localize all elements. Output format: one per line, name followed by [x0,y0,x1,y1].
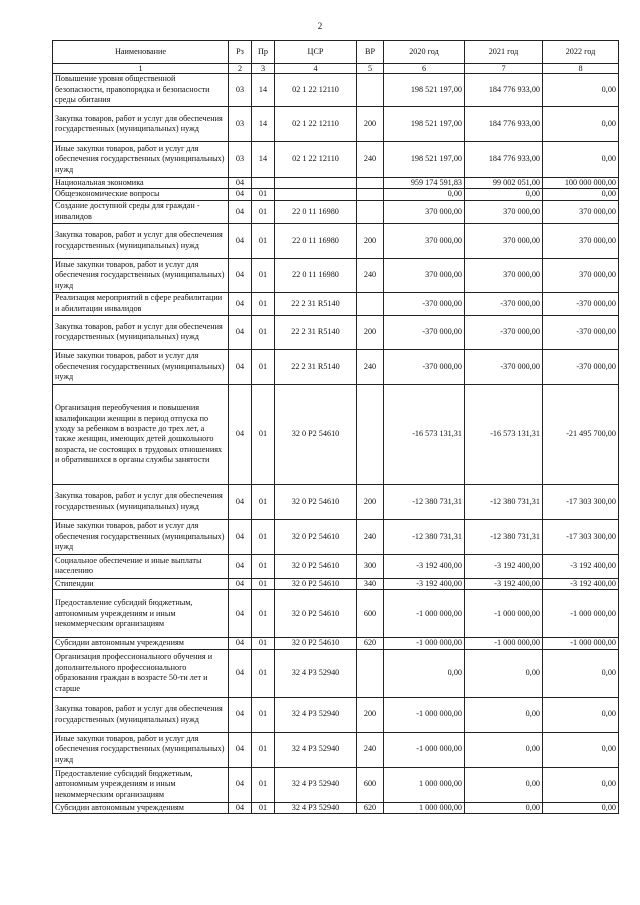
row-2021: -1 000 000,00 [465,638,543,649]
table-row [53,258,619,292]
row-vr [357,189,384,200]
header-vr: ВР [357,41,384,64]
row-vr [357,74,384,107]
row-2020: 0,00 [384,649,465,697]
table-row [53,292,619,315]
row-csr: 32 0 P2 54610 [275,484,357,519]
row-vr: 200 [357,484,384,519]
row-rz: 04 [229,349,252,384]
column-number: 1 [53,64,229,74]
row-vr: 200 [357,107,384,142]
row-2021: -16 573 131,31 [465,384,543,484]
row-rz: 04 [229,258,252,292]
row-name: Общеэкономические вопросы [53,189,229,200]
row-pr: 01 [252,732,275,767]
row-2022: -1 000 000,00 [543,638,619,649]
row-pr: 01 [252,200,275,223]
header-pr: Пр [252,41,275,64]
column-number: 2 [229,64,252,74]
row-2020: -12 380 731,31 [384,519,465,554]
row-2020: -3 192 400,00 [384,578,465,589]
table-row [53,590,619,638]
row-rz: 04 [229,578,252,589]
header-name: Наименование [53,41,229,64]
row-2021: 99 002 051,00 [465,178,543,189]
row-2020: -1 000 000,00 [384,697,465,732]
row-name: Иные закупки товаров, работ и услуг для обеспечения государственных (муниципальных) нужд [53,142,229,178]
header-2020: 2020 год [384,41,465,64]
row-csr [275,178,357,189]
row-pr: 01 [252,697,275,732]
row-pr: 01 [252,649,275,697]
row-name: Национальная экономика [53,178,229,189]
row-2022: -21 495 700,00 [543,384,619,484]
row-name: Закупка товаров, работ и услуг для обеспечения государственных (муниципальных) нужд [53,697,229,732]
row-2020: 198 521 197,00 [384,142,465,178]
table-row [53,74,619,107]
row-2020: -370 000,00 [384,349,465,384]
row-2022: 370 000,00 [543,258,619,292]
row-2020: 198 521 197,00 [384,107,465,142]
row-vr: 200 [357,223,384,258]
row-pr: 01 [252,638,275,649]
table-row [53,384,619,484]
row-csr: 32 4 P3 52940 [275,697,357,732]
row-pr: 01 [252,590,275,638]
row-pr: 14 [252,107,275,142]
row-2022: 0,00 [543,649,619,697]
row-vr [357,178,384,189]
row-name: Организация профессионального обучения и дополнительного профессионального образования граждан в возрасте 50-ти лет и старше [53,649,229,697]
row-name: Предоставление субсидий бюджетным, автономным учреждениям и иным некоммерческим организациям [53,767,229,802]
row-name: Закупка товаров, работ и услуг для обеспечения государственных (муниципальных) нужд [53,223,229,258]
row-name: Организация переобучения и повышения квалификации женщин в период отпуска по уходу за ребенком в возрасте до трех лет, а также женщин, имеющих детей дошкольного возраста, не состоящих в трудовых отношениях и обратившихся в органы службы занятости [53,384,229,484]
budget-table [52,40,619,814]
row-2021: 370 000,00 [465,223,543,258]
row-2022: -3 192 400,00 [543,554,619,578]
row-name: Предоставление субсидий бюджетным, автономным учреждениям и иным некоммерческим организациям [53,590,229,638]
row-2021: 0,00 [465,732,543,767]
header-csr: ЦСР [275,41,357,64]
row-2020: 198 521 197,00 [384,74,465,107]
row-rz: 04 [229,638,252,649]
row-pr: 01 [252,802,275,813]
row-2020: 370 000,00 [384,200,465,223]
column-number: 4 [275,64,357,74]
row-csr: 22 0 11 16980 [275,223,357,258]
table-row [53,223,619,258]
row-2022: 0,00 [543,142,619,178]
row-2022: 100 000 000,00 [543,178,619,189]
row-2021: -370 000,00 [465,292,543,315]
table-row [53,732,619,767]
row-vr [357,649,384,697]
row-csr: 22 2 31 R5140 [275,315,357,349]
row-csr: 22 2 31 R5140 [275,349,357,384]
row-csr: 02 1 22 12110 [275,142,357,178]
header-row [53,41,619,64]
header-rz: Рз [229,41,252,64]
table-row [53,697,619,732]
row-2021: 184 776 933,00 [465,107,543,142]
row-2020: 370 000,00 [384,223,465,258]
column-number-row [53,64,619,74]
row-pr: 01 [252,292,275,315]
row-2022: 0,00 [543,74,619,107]
row-vr [357,292,384,315]
row-csr: 32 4 P3 52940 [275,802,357,813]
row-2020: 1 000 000,00 [384,802,465,813]
row-2021: 370 000,00 [465,200,543,223]
row-pr: 01 [252,189,275,200]
row-name: Социальное обеспечение и иные выплаты населению [53,554,229,578]
row-rz: 04 [229,590,252,638]
row-rz: 03 [229,74,252,107]
row-2022: 0,00 [543,802,619,813]
row-csr: 32 4 P3 52940 [275,732,357,767]
table-row [53,802,619,813]
header-2021: 2021 год [465,41,543,64]
row-2022: 0,00 [543,697,619,732]
row-vr: 620 [357,638,384,649]
row-2021: 0,00 [465,189,543,200]
table-row [53,578,619,589]
row-name: Закупка товаров, работ и услуг для обеспечения государственных (муниципальных) нужд [53,315,229,349]
row-csr: 22 0 11 16980 [275,200,357,223]
table-row [53,638,619,649]
row-2022: 0,00 [543,767,619,802]
row-csr: 32 0 P2 54610 [275,578,357,589]
row-pr: 01 [252,484,275,519]
row-vr: 200 [357,697,384,732]
row-vr: 600 [357,767,384,802]
row-rz: 04 [229,200,252,223]
row-vr [357,200,384,223]
row-rz: 04 [229,178,252,189]
table-row [53,484,619,519]
column-number: 5 [357,64,384,74]
header-2022: 2022 год [543,41,619,64]
row-pr: 01 [252,519,275,554]
table-row [53,554,619,578]
row-name: Иные закупки товаров, работ и услуг для обеспечения государственных (муниципальных) нужд [53,258,229,292]
row-2022: -370 000,00 [543,315,619,349]
row-pr: 14 [252,142,275,178]
column-number: 8 [543,64,619,74]
row-rz: 04 [229,484,252,519]
row-2020: 370 000,00 [384,258,465,292]
row-pr: 01 [252,223,275,258]
row-2021: -370 000,00 [465,315,543,349]
row-2022: -370 000,00 [543,349,619,384]
table-row [53,315,619,349]
row-2021: -3 192 400,00 [465,554,543,578]
row-vr: 240 [357,519,384,554]
table-row [53,107,619,142]
row-pr: 01 [252,554,275,578]
row-vr: 600 [357,590,384,638]
row-2022: -1 000 000,00 [543,590,619,638]
row-pr [252,178,275,189]
row-2022: -17 303 300,00 [543,519,619,554]
row-name: Создание доступной среды для граждан - инвалидов [53,200,229,223]
row-pr: 01 [252,315,275,349]
row-name: Иные закупки товаров, работ и услуг для обеспечения государственных (муниципальных) нужд [53,519,229,554]
row-2020: 1 000 000,00 [384,767,465,802]
row-2021: -12 380 731,31 [465,519,543,554]
row-csr [275,189,357,200]
row-rz: 04 [229,384,252,484]
row-2022: -370 000,00 [543,292,619,315]
row-2021: 0,00 [465,767,543,802]
row-csr: 32 4 P3 52940 [275,649,357,697]
row-2020: -16 573 131,31 [384,384,465,484]
row-csr: 32 0 P2 54610 [275,519,357,554]
row-2022: 0,00 [543,732,619,767]
row-2020: -370 000,00 [384,292,465,315]
row-name: Закупка товаров, работ и услуг для обеспечения государственных (муниципальных) нужд [53,107,229,142]
row-2020: -1 000 000,00 [384,590,465,638]
row-rz: 04 [229,554,252,578]
row-vr: 240 [357,142,384,178]
row-pr: 01 [252,349,275,384]
row-rz: 04 [229,519,252,554]
row-2020: -1 000 000,00 [384,732,465,767]
row-rz: 04 [229,802,252,813]
row-2020: 959 174 591,83 [384,178,465,189]
row-name: Стипендии [53,578,229,589]
column-number: 3 [252,64,275,74]
row-2022: 370 000,00 [543,200,619,223]
row-2020: -370 000,00 [384,315,465,349]
row-2022: -17 303 300,00 [543,484,619,519]
row-pr: 14 [252,74,275,107]
row-rz: 03 [229,142,252,178]
row-rz: 04 [229,292,252,315]
row-vr: 300 [357,554,384,578]
row-name: Закупка товаров, работ и услуг для обеспечения государственных (муниципальных) нужд [53,484,229,519]
row-csr: 32 0 P2 54610 [275,384,357,484]
row-name: Субсидии автономным учреждениям [53,638,229,649]
row-2021: 0,00 [465,649,543,697]
table-row [53,519,619,554]
row-2020: 0,00 [384,189,465,200]
table-row [53,189,619,200]
row-2021: 0,00 [465,697,543,732]
row-vr: 620 [357,802,384,813]
row-csr: 02 1 22 12110 [275,107,357,142]
row-rz: 04 [229,767,252,802]
row-2021: 184 776 933,00 [465,142,543,178]
table-row [53,349,619,384]
row-rz: 04 [229,649,252,697]
row-name: Субсидии автономным учреждениям [53,802,229,813]
row-csr: 32 4 P3 52940 [275,767,357,802]
row-rz: 04 [229,697,252,732]
row-vr [357,384,384,484]
table-row [53,178,619,189]
row-2022: 0,00 [543,189,619,200]
row-2022: 370 000,00 [543,223,619,258]
page-number: 2 [317,21,323,31]
row-csr: 22 0 11 16980 [275,258,357,292]
row-pr: 01 [252,578,275,589]
row-csr: 02 1 22 12110 [275,74,357,107]
row-2020: -1 000 000,00 [384,638,465,649]
row-name: Повышение уровня общественной безопасности, правопорядка и безопасности среды обитания [53,74,229,107]
row-2021: -370 000,00 [465,349,543,384]
row-name: Иные закупки товаров, работ и услуг для обеспечения государственных (муниципальных) нужд [53,732,229,767]
row-2021: -12 380 731,31 [465,484,543,519]
column-number: 6 [384,64,465,74]
row-csr: 32 0 P2 54610 [275,554,357,578]
row-2021: -1 000 000,00 [465,590,543,638]
row-vr: 240 [357,258,384,292]
row-vr: 240 [357,349,384,384]
row-2020: -3 192 400,00 [384,554,465,578]
table-row [53,649,619,697]
row-2021: 0,00 [465,802,543,813]
row-2021: 370 000,00 [465,258,543,292]
row-2021: 184 776 933,00 [465,74,543,107]
row-vr: 340 [357,578,384,589]
table-row [53,142,619,178]
row-vr: 240 [357,732,384,767]
row-rz: 03 [229,107,252,142]
table-row [53,200,619,223]
row-pr: 01 [252,258,275,292]
row-2022: -3 192 400,00 [543,578,619,589]
row-csr: 22 2 31 R5140 [275,292,357,315]
row-pr: 01 [252,384,275,484]
row-name: Иные закупки товаров, работ и услуг для обеспечения государственных (муниципальных) нужд [53,349,229,384]
row-vr: 200 [357,315,384,349]
row-2020: -12 380 731,31 [384,484,465,519]
row-rz: 04 [229,223,252,258]
row-rz: 04 [229,732,252,767]
row-name: Реализация мероприятий в сфере реабилитации и абилитации инвалидов [53,292,229,315]
row-2022: 0,00 [543,107,619,142]
row-2021: -3 192 400,00 [465,578,543,589]
row-rz: 04 [229,189,252,200]
row-rz: 04 [229,315,252,349]
column-number: 7 [465,64,543,74]
row-pr: 01 [252,767,275,802]
table-row [53,767,619,802]
row-csr: 32 0 P2 54610 [275,638,357,649]
row-csr: 32 0 P2 54610 [275,590,357,638]
